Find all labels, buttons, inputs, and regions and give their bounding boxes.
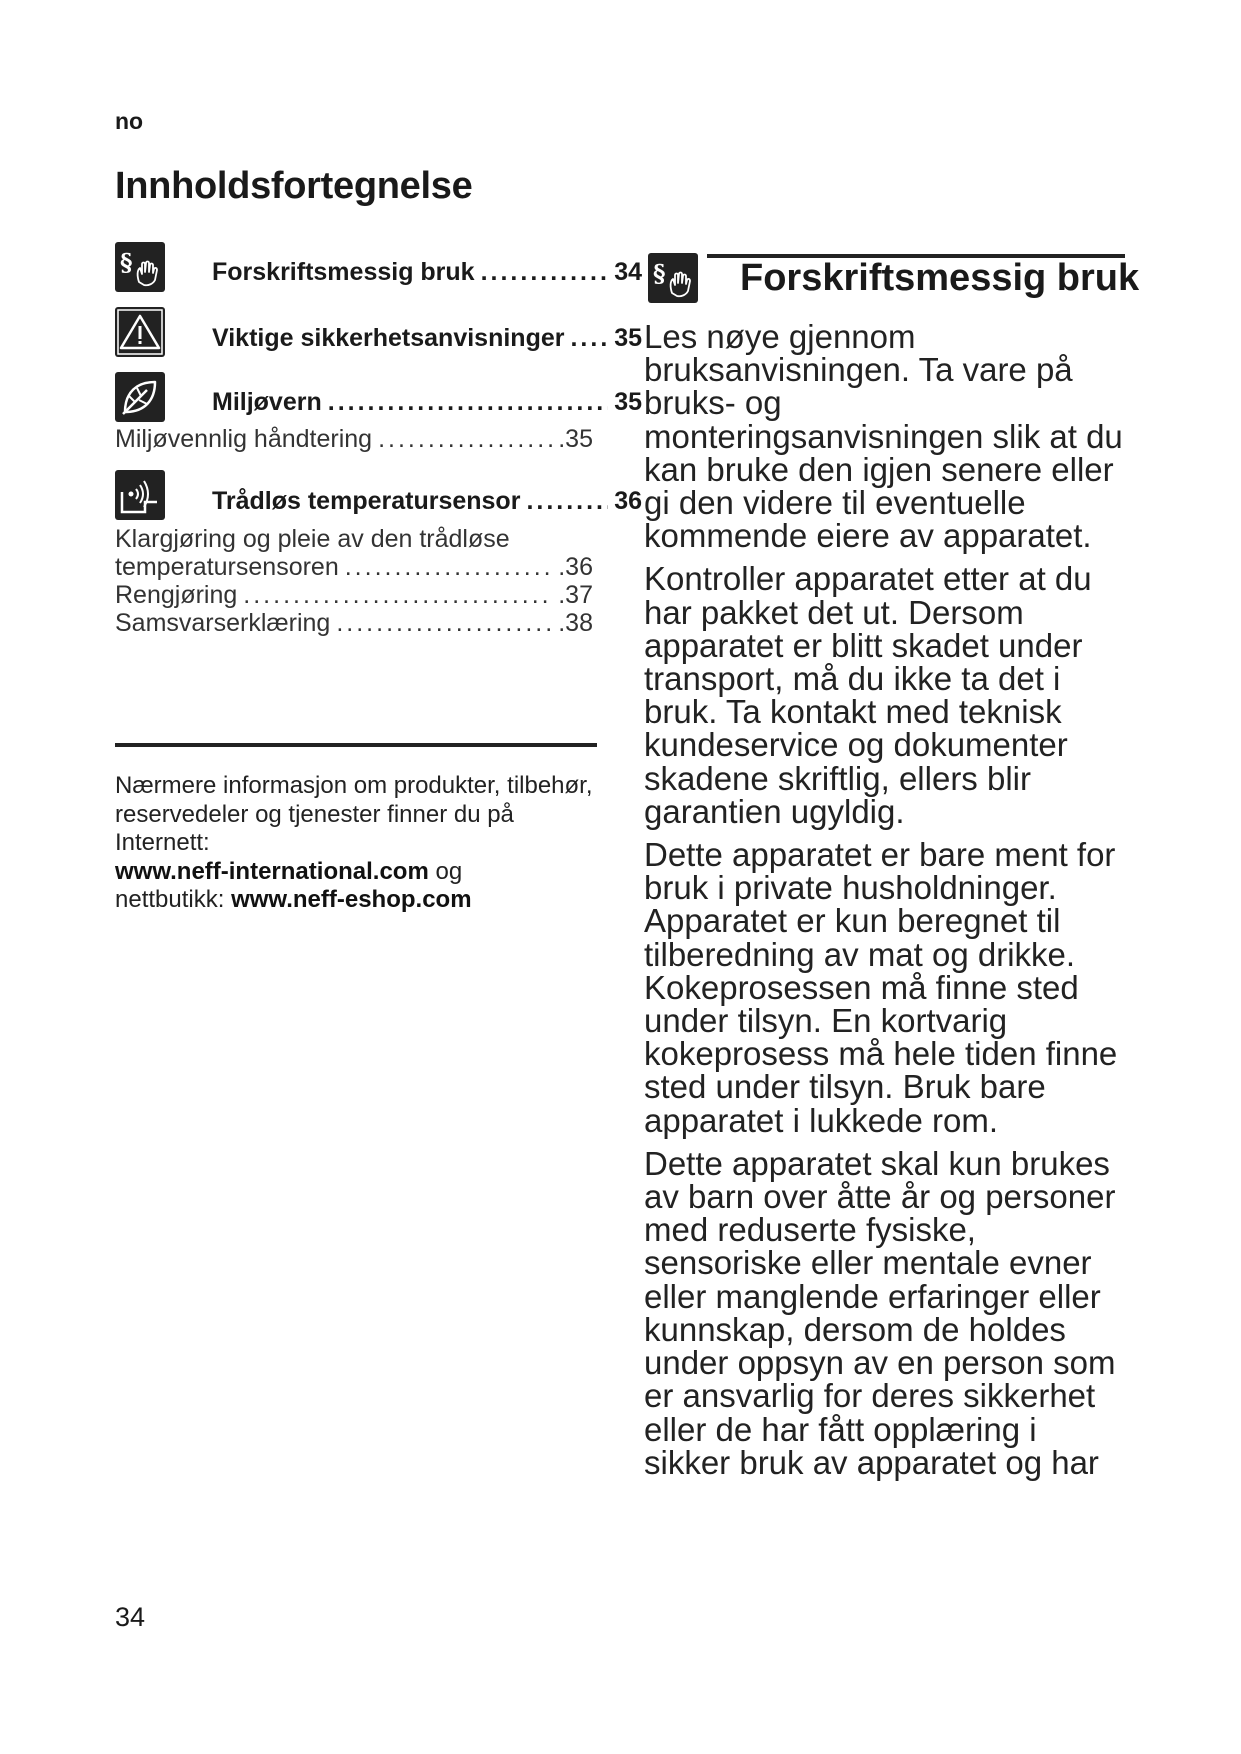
body-paragraph: Dette apparatet skal kun brukes av barn over åtte år og personer med reduserte fysiske, sensoriske eller mentale evner eller manglende erfaringer eller kunnskap, dersom de holdes under oppsyn av en person som er ansvarlig for deres sikkerhet eller de har fått opplæring i sikker bruk av apparatet og har <box>644 1144 1116 1481</box>
toc-leader <box>481 258 609 287</box>
toc-entry-safety[interactable] <box>212 324 642 353</box>
toc-entry-wireless-sensor[interactable] <box>212 487 642 516</box>
toc-sub-conformity[interactable] <box>115 609 593 638</box>
toc-sub-cleaning[interactable] <box>115 581 593 610</box>
toc-sub-page: .36 <box>558 553 593 581</box>
toc-entry-page: 35 <box>614 388 642 416</box>
toc-entry-label: Viktige sikkerhetsanvisninger <box>212 324 565 352</box>
toc-entry-page: 36 <box>614 487 642 515</box>
page-number: 34 <box>115 1602 146 1632</box>
warning-triangle-icon <box>115 307 165 357</box>
body-paragraph: Dette apparatet er bare ment for bruk i private husholdninger. Apparatet er kun beregnet til tilberedning av mat og drikke. Kokeprosessen må finne sted under tilsyn. En kortvarig kokeprosess må hele tiden finne sted under tilsyn. Bruk bare apparatet i lukkede rom. <box>644 836 1118 1139</box>
toc-entry-label: Forskriftsmessig bruk <box>212 258 475 286</box>
toc-sub-label: Rengjøring <box>115 581 238 609</box>
section-body <box>644 320 1124 1489</box>
toc-entry-page: 35 <box>614 324 642 352</box>
toc-leader <box>526 487 608 516</box>
body-paragraph: Kontroller apparatet etter at du har pakket det ut. Dersom apparatet er blitt skadet under transport, må du ikke ta det i bruk. Ta kontakt med teknisk kundeservice og dokumenter skadene skriftlig, ellers blir garantien ugyldig. <box>644 560 1092 830</box>
info-shop-label: nettbutikk: <box>115 886 225 913</box>
paragraph-hand-icon <box>115 242 165 292</box>
toc-leader <box>328 388 608 417</box>
toc-sub-page: .35 <box>558 425 593 453</box>
toc-leader <box>243 581 552 610</box>
paragraph-hand-icon <box>648 253 698 303</box>
toc-sub-label: Miljøvennlig håndtering <box>115 425 373 453</box>
leaf-icon <box>115 372 165 422</box>
toc-sub-prep-line2[interactable] <box>115 553 593 582</box>
info-connector: og <box>435 857 463 885</box>
language-code: no <box>115 108 144 134</box>
section-title: Forskriftsmessig bruk <box>740 257 1140 299</box>
toc-leader <box>570 324 608 353</box>
info-text: Nærmere informasjon om produkter, tilbehør, reservedeler og tjenester finner du på Internett: <box>115 772 593 856</box>
toc-sub-label: temperatursensoren <box>115 553 339 581</box>
toc-entry-intended-use[interactable] <box>212 258 642 287</box>
toc-leader <box>336 609 552 638</box>
toc-sub-page: .38 <box>558 609 593 637</box>
body-paragraph: Les nøye gjennom bruksanvisningen. Ta vare på bruks- og monteringsanvisningen slik at du kan bruke den igjen senere eller gi den videre til eventuelle kommende eiere av apparatet. <box>644 318 1123 555</box>
toc-leader <box>378 425 552 454</box>
toc-title: Innholdsfortegnelse <box>115 165 473 207</box>
toc-sub-page: .37 <box>558 581 593 609</box>
toc-entry-page: 34 <box>614 258 642 286</box>
link-eshop[interactable]: www.neff-eshop.com <box>231 886 472 913</box>
toc-leader <box>345 553 553 582</box>
link-international[interactable]: www.neff-international.com <box>115 857 429 885</box>
info-block <box>115 772 605 915</box>
wireless-sensor-icon <box>115 470 165 520</box>
toc-sub-prep-line1[interactable]: Klargjøring og pleie av den trådløse <box>115 525 510 553</box>
toc-entry-label: Trådløs temperatursensor <box>212 487 521 515</box>
divider <box>115 743 597 747</box>
toc-sub-eco-handling[interactable] <box>115 425 593 454</box>
toc-sub-label: Samsvarserklæring <box>115 609 331 637</box>
svg-text:§: § <box>653 259 666 288</box>
toc-entry-environment[interactable] <box>212 388 642 417</box>
toc-entry-label: Miljøvern <box>212 388 322 416</box>
svg-text:§: § <box>120 248 133 277</box>
